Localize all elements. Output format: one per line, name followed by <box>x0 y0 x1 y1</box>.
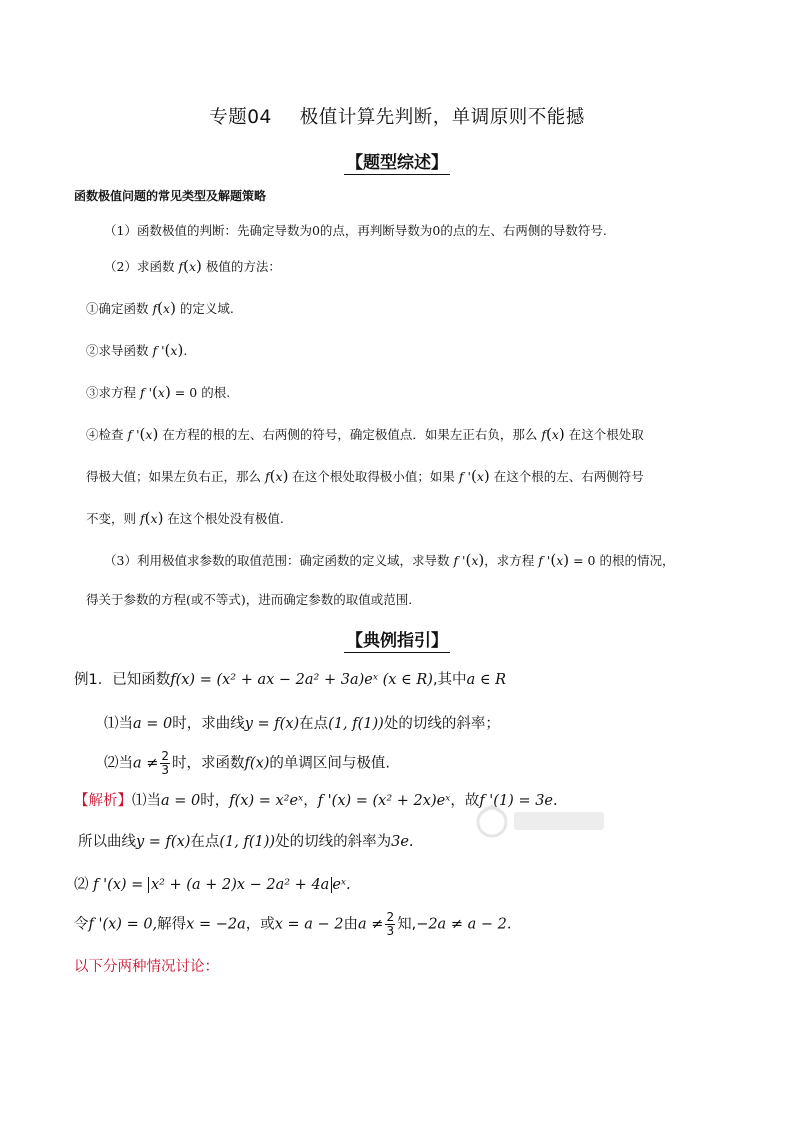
watermark-logo-icon <box>470 790 620 850</box>
step-1: ①确定函数 f(x) 的定义域. <box>86 299 234 317</box>
question-2: ⑵当a ≠ $\frac{2}{3}$ 时，求函数f(x)的单调区间与极值. <box>104 749 391 777</box>
step-4-line-3: 不变，则 f(x) 在这个根处没有极值. <box>86 509 284 527</box>
topic-text: 极值计算先判断，单调原则不能撼 <box>299 107 585 128</box>
topic-number: 专题04 <box>209 107 272 128</box>
step-4-line-2: 得极大值；如果左负右正，那么 f(x) 在这个根处取得极小值；如果 f '(x) 在这个根的左、右两侧符号 <box>86 467 644 485</box>
paragraph-3-line-2: 得关于参数的方程(或不等式)，进而确定参数的取值或范围. <box>86 592 413 607</box>
subtitle: 函数极值问题的常见类型及解题策略 <box>74 189 267 203</box>
page-title <box>0 103 794 129</box>
section-heading-overview: 【题型综述】 <box>346 153 448 173</box>
solution-tag: 【解析】 <box>74 793 132 809</box>
step-2: ②求导函数 f '(x). <box>86 341 188 359</box>
question-1: ⑴当a = 0时，求曲线y = f(x)在点(1, f(1))处的切线的斜率； <box>104 716 500 732</box>
step-3: ③求方程 f '(x) = 0 的根. <box>86 383 231 401</box>
fraction-two-thirds-2: $\frac{2}{3}$ <box>386 910 395 938</box>
fraction-two-thirds: $\frac{2}{3}$ <box>161 749 170 777</box>
solution-line-4: 令f '(x) = 0,解得x = −2a，或x = a − 2由a ≠ $\frac{2}{3}$ 知,−2a ≠ a − 2. <box>74 910 512 938</box>
paragraph-2: （2）求函数 f(x) 极值的方法： <box>104 257 281 275</box>
section-heading-examples: 【典例指引】 <box>346 631 448 651</box>
solution-line-2: 所以曲线y = f(x)在点(1, f(1))处的切线的斜率为3e. <box>78 834 414 850</box>
solution-line-1: 【解析】⑴当a = 0时，f(x) = x²eˣ，f '(x) = (x² + 2x)eˣ，故f '(1) = 3e. <box>74 793 558 809</box>
paragraph-3-line-1: （3）利用极值求参数的取值范围：确定函数的定义域，求导数 f '(x)，求方程 f '(x) = 0 的根的情况， <box>104 551 675 569</box>
solution-line-5: 以下分两种情况讨论： <box>74 959 219 975</box>
step-4-line-1: ④检查 f '(x) 在方程的根的左、右两侧的符号，确定极值点．如果左正右负，那么 f(x) 在这个根处取 <box>86 425 644 443</box>
example-1-statement: 例1．已知函数f(x) = (x² + ax − 2a² + 3a)eˣ (x ∈ R),其中a ∈ R <box>74 672 507 688</box>
solution-line-3: ⑵ f '(x) = x² + (a + 2)x − 2a² + 4a eˣ. <box>74 877 351 893</box>
paragraph-1: （1）函数极值的判断：先确定导数为0的点，再判断导数为0的点的左、右两侧的导数符号. <box>104 223 607 238</box>
